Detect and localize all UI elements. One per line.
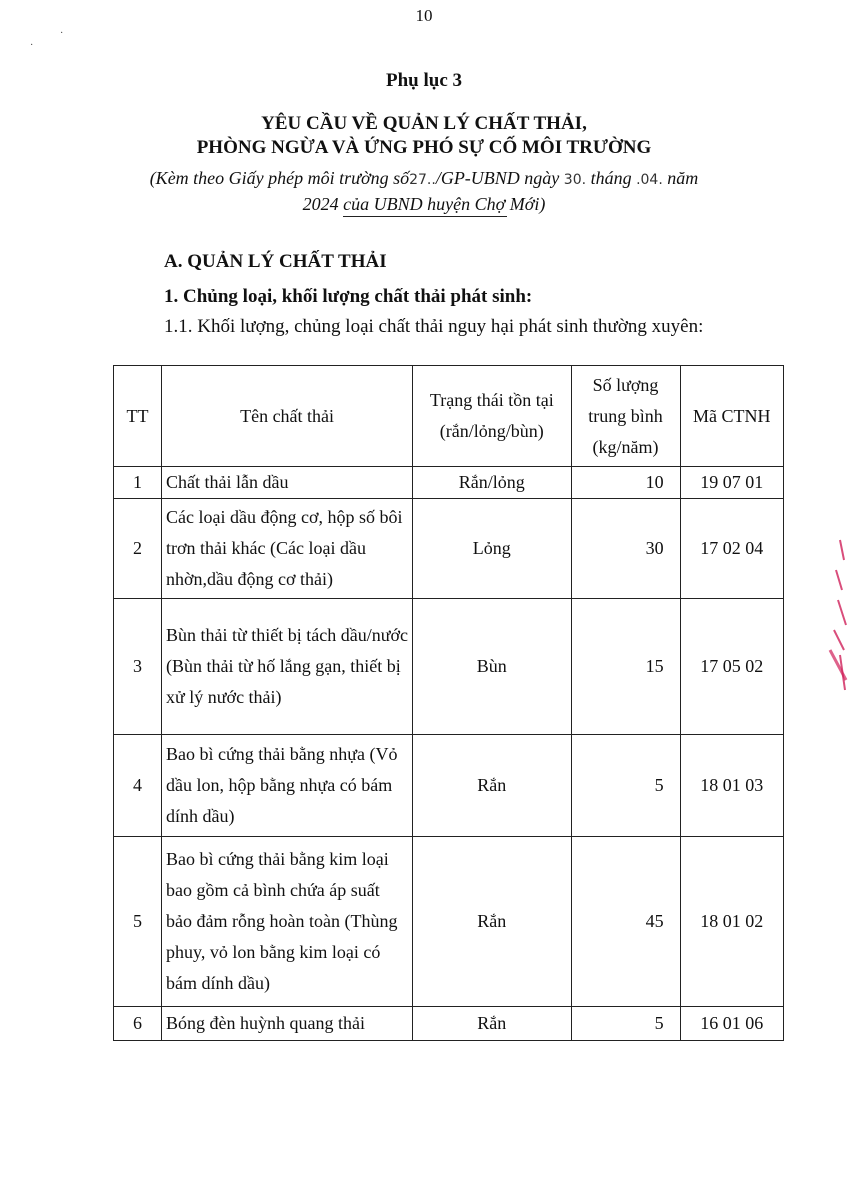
row-tt: 3 bbox=[114, 599, 162, 735]
row-code: 17 02 04 bbox=[680, 499, 783, 599]
subsection-paragraph: 1.1. Khối lượng, chủng loại chất thải nguy hại phát sinh thường xuyên: bbox=[164, 316, 704, 337]
row-state: Rắn bbox=[413, 837, 571, 1007]
subtitle-text: năm bbox=[662, 168, 699, 188]
row-quantity: 45 bbox=[571, 837, 680, 1007]
row-state: Rắn/lỏng bbox=[413, 467, 571, 499]
scan-speck: · bbox=[60, 28, 64, 39]
row-state: Lỏng bbox=[413, 499, 571, 599]
header-quantity-line: trung bình bbox=[588, 405, 663, 426]
header-quantity-line: Số lượng bbox=[592, 374, 659, 395]
row-tt: 4 bbox=[114, 735, 162, 837]
row-quantity: 30 bbox=[571, 499, 680, 599]
row-waste-name: Bao bì cứng thải bằng nhựa (Vỏ dầu lon, hộp bằng nhựa có bám dính dầu) bbox=[162, 735, 413, 837]
table-row bbox=[114, 837, 784, 1007]
row-code: 18 01 03 bbox=[680, 735, 783, 837]
table-row bbox=[114, 735, 784, 837]
row-tt: 1 bbox=[114, 467, 162, 499]
row-quantity: 15 bbox=[571, 599, 680, 735]
issue-day: 30. bbox=[563, 172, 587, 188]
page-number: 10 bbox=[415, 6, 433, 25]
table-header-row bbox=[114, 366, 784, 467]
subtitle-text: /GP-UBND ngày bbox=[435, 168, 560, 188]
subtitle-text: (Kèm theo Giấy phép môi trường số bbox=[149, 168, 410, 188]
document-title bbox=[0, 112, 848, 160]
subtitle-text: tháng bbox=[586, 168, 637, 188]
row-quantity: 5 bbox=[571, 735, 680, 837]
header-state-line: (rắn/lỏng/bùn) bbox=[439, 421, 544, 441]
header-state bbox=[413, 366, 571, 467]
subsection-heading: 1. Chủng loại, khối lượng chất thải phát sinh: bbox=[164, 286, 533, 307]
scan-speck: · bbox=[30, 40, 34, 51]
row-quantity: 10 bbox=[571, 467, 680, 499]
subtitle-line-1 bbox=[0, 166, 848, 192]
row-code: 16 01 06 bbox=[680, 1007, 783, 1041]
license-number: 27.. bbox=[409, 172, 436, 188]
table-row bbox=[114, 1007, 784, 1041]
header-tt: TT bbox=[114, 366, 162, 467]
row-waste-name: Bao bì cứng thải bằng kim loại bao gồm cả bình chứa áp suất bảo đảm rỗng hoàn toàn (Thùng phuy, vỏ lon bằng kim loại có bám dính dầu) bbox=[162, 837, 413, 1007]
red-stamp-edge bbox=[818, 530, 848, 700]
title-line-2: PHÒNG NGỪA VÀ ỨNG PHÓ SỰ CỐ MÔI TRƯỜNG bbox=[196, 137, 652, 158]
row-state: Rắn bbox=[413, 1007, 571, 1041]
subtitle-line-2: 2024 của UBND huyện Chợ Mới) bbox=[302, 194, 546, 214]
row-waste-name: Các loại dầu động cơ, hộp số bôi trơn thải khác (Các loại dầu nhờn,dầu động cơ thải) bbox=[162, 499, 413, 599]
row-tt: 6 bbox=[114, 1007, 162, 1041]
row-state: Rắn bbox=[413, 735, 571, 837]
appendix-title: Phụ lục 3 bbox=[385, 70, 463, 91]
header-quantity-line: (kg/năm) bbox=[592, 436, 659, 457]
title-line-1: YÊU CẦU VỀ QUẢN LÝ CHẤT THẢI, bbox=[261, 113, 587, 134]
row-code: 18 01 02 bbox=[680, 837, 783, 1007]
hazardous-waste-table bbox=[113, 365, 784, 1041]
table-row bbox=[114, 467, 784, 499]
header-waste-name: Tên chất thải bbox=[162, 366, 413, 467]
row-state: Bùn bbox=[413, 599, 571, 735]
header-state-line: Trạng thái tồn tại bbox=[429, 390, 554, 410]
row-waste-name: Chất thải lẫn dầu bbox=[162, 467, 413, 499]
issue-month: .04. bbox=[636, 172, 663, 188]
title-divider bbox=[343, 216, 507, 217]
table-row bbox=[114, 599, 784, 735]
header-code: Mã CTNH bbox=[680, 366, 783, 467]
row-waste-name: Bùn thải từ thiết bị tách dầu/nước (Bùn thải từ hố lắng gạn, thiết bị xử lý nước thải) bbox=[162, 599, 413, 735]
row-code: 19 07 01 bbox=[680, 467, 783, 499]
table-row bbox=[114, 499, 784, 599]
row-tt: 2 bbox=[114, 499, 162, 599]
header-quantity bbox=[571, 366, 680, 467]
row-quantity: 5 bbox=[571, 1007, 680, 1041]
row-waste-name: Bóng đèn huỳnh quang thải bbox=[162, 1007, 413, 1041]
section-heading: A. QUẢN LÝ CHẤT THẢI bbox=[164, 251, 387, 272]
row-code: 17 05 02 bbox=[680, 599, 783, 735]
subtitle bbox=[0, 166, 848, 216]
row-tt: 5 bbox=[114, 837, 162, 1007]
